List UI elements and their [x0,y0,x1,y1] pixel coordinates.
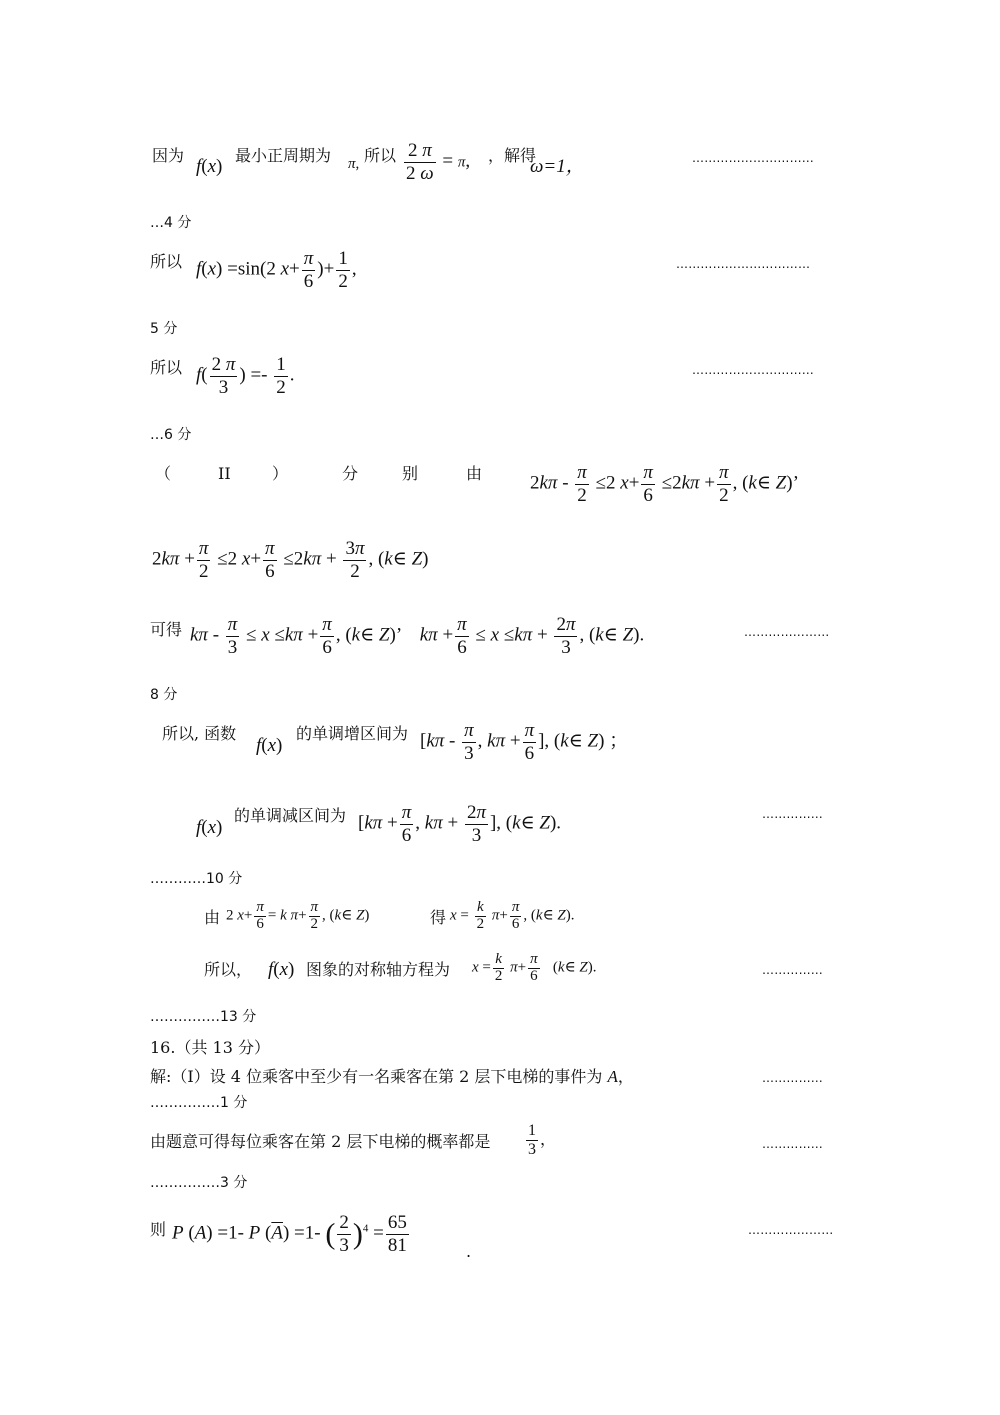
q16-line-2-tail: ， [540,1131,557,1149]
text-so-3 [150,360,182,376]
dots-q16-2-text: …………… [762,1137,823,1151]
dots-q16-2 [762,1138,823,1150]
dots-q16-1-text: …………… [762,1071,823,1085]
math-inc-interval: [kπ - $\frac{\pi}{3}$ , kπ + $\frac{\pi}{6}$ ], (k∈ Z) ； [420,720,629,764]
text-symmetry [306,962,450,978]
text-solve-label: ，解得 [488,146,537,165]
score-10-text: …………10 分 [150,871,243,887]
math-fx-4: f(x) [268,959,295,980]
dots-9: …………… [762,963,823,977]
math-fx-sin: f(x) =sin(2 x+ $\frac{\pi}{6}$ )+ $\frac{1}{2}$ , [196,248,357,292]
q16-line-2-text: 由题意可得每位乘客在第 2 层下电梯的概率都是 [150,1132,491,1151]
math-fx-3: f(x) [196,817,223,838]
math-symmetry-axis: x = $\frac{k}{2}$ π+ $\frac{\pi}{6}$ (k∈ Z). [472,951,597,984]
score-4-text: …4 分 [150,215,192,231]
text-so-3-label: 所以 [150,358,183,377]
omega-value: ω=1， [530,156,585,177]
score-8-text: 8 分 [150,687,178,703]
text-from [204,910,220,926]
q16-line-3-text: 则 [150,1220,167,1239]
text-so-9-label: 所以， [204,960,253,979]
q16-line-3-period: . [466,1242,472,1261]
math-axis-x: x = $\frac{k}{2}$ π+ $\frac{\pi}{6}$ , (k∈ Z). [450,899,575,932]
roman-ii: II [218,464,231,483]
char-you: 由 [466,464,483,483]
dots-line-9 [762,964,823,976]
dots-2: …………………………… [676,257,811,271]
text-increasing [296,726,408,742]
score-5 [150,322,177,336]
score-6 [150,428,191,442]
math-period-eq: $\frac{2 \pi}{2 \omega}$ = π, [406,140,471,184]
dots-q16-1 [762,1072,823,1084]
paren-open: （ [155,464,172,483]
dots-5: ………………… [744,625,830,639]
score-q16-1 [150,1096,247,1110]
paren-close: ） [272,464,289,483]
math-x-ranges: kπ - $\frac{\pi}{3}$ ≤ x ≤kπ + $\frac{\pi}{6}$ , (k∈ Z)’ kπ + $\frac{\pi}{6}$ ≤ x ≤kπ + $\frac{2\pi}{3}$ , (k∈ Z). [190,614,645,658]
math-fx-2: f(x) [256,735,283,756]
text-so-1 [364,148,396,164]
dots-line-3 [692,364,814,376]
dots-line-1 [692,152,814,164]
text-solve [488,148,536,164]
q16-line-1-tail: ， [617,1067,634,1086]
math-one-third: $\frac{1}{3}$ ， [528,1122,557,1159]
text-decreasing-label: 的单调减区间为 [234,806,347,825]
score-5-text: 5 分 [150,321,178,337]
score-4 [150,216,191,230]
dots-line-7 [762,808,823,820]
part-ii-num [218,466,231,482]
q16-title-text: 16.（共 13 分） [150,1038,270,1057]
q16-line-2 [150,1134,490,1150]
score-10 [150,872,242,886]
part-ii-c3 [466,466,482,482]
part-ii-close [272,466,288,482]
dots-line-2 [676,258,810,270]
text-min-period [235,148,331,164]
text-obtain [150,622,182,638]
score-q16-2 [150,1176,247,1190]
q16-line-3 [150,1222,166,1238]
score-q16-2-text: ……………3 分 [150,1175,248,1191]
text-from-label: 由 [204,908,221,927]
text-increasing-label: 的单调增区间为 [296,724,409,743]
dots-3: ………………………… [692,363,814,377]
text-so-9 [204,962,252,978]
q16-line-1-text: 解:（Ⅰ）设 4 位乘客中至少有一名乘客在第 2 层下电梯的事件为 [150,1067,603,1086]
text-get-label: 得 [430,908,447,927]
text-because: 因为 [152,146,185,165]
math-ineq-dec: 2kπ + $\frac{\pi}{2}$ ≤2 x+ $\frac{\pi}{6}$ ≤2kπ + $\frac{3\pi}{2}$ , (k∈ Z) [152,538,429,582]
text-get [430,910,446,926]
score-8 [150,688,177,702]
q16-title [150,1040,270,1056]
part-ii-c1 [342,466,358,482]
text-symmetry-label: 图象的对称轴方程为 [306,960,451,979]
math-ineq-inc: 2kπ - $\frac{\pi}{2}$ ≤2 x+ $\frac{\pi}{6}$ ≤2kπ + $\frac{\pi}{2}$ , (k∈ Z)’ [530,462,799,506]
math-probability: P (A) =1- P $(\overline{A}) =1-$ ( $\frac{2}{3}$ )$^4$ = $\frac{65}{81}$ [172,1212,407,1256]
score-13 [150,1010,256,1024]
score-13-text: ……………13 分 [150,1009,257,1025]
dots-line-5 [744,626,829,638]
part-ii-c2 [402,466,418,482]
math-fx-1: f(x) [196,156,223,177]
math-pi-1: π, [348,156,360,172]
text-so-label: 所以 [364,146,397,165]
text-function-label: 所以, 函数 [162,724,237,743]
dots-q16-3 [748,1224,833,1236]
math-axis-eq: 2 x+ $\frac{\pi}{6}$ = k π+ $\frac{\pi}{2}$ , (k∈ Z) [226,899,370,932]
q16-line-3-end [466,1244,471,1260]
dots-q16-3-text: ………………… [748,1223,834,1237]
text-decreasing [234,808,346,824]
math-dec-interval: [kπ + $\frac{\pi}{6}$ , kπ + $\frac{2\pi}{3}$ ], (k∈ Z). [358,802,562,846]
q16-line-1 [150,1068,634,1085]
char-bie: 别 [402,464,419,483]
math-f-2pi3: f( $\frac{2 \pi}{3}$ ) =- $\frac{1}{2}$ . [196,354,295,398]
text-so-2 [150,254,182,270]
text-min-period-label: 最小正周期为 [235,146,332,165]
math-omega [530,157,585,176]
score-6-text: …6 分 [150,427,192,443]
text-so-2-label: 所以 [150,252,183,271]
q16-event-a: A [607,1067,618,1086]
dots-7: …………… [762,807,823,821]
line-period [152,148,184,164]
text-function [162,726,236,742]
part-ii-open [155,466,171,482]
score-q16-1-text: ……………1 分 [150,1095,248,1111]
char-fen: 分 [342,464,359,483]
dots-1: ………………………… [692,151,814,165]
text-obtain-label: 可得 [150,620,183,639]
